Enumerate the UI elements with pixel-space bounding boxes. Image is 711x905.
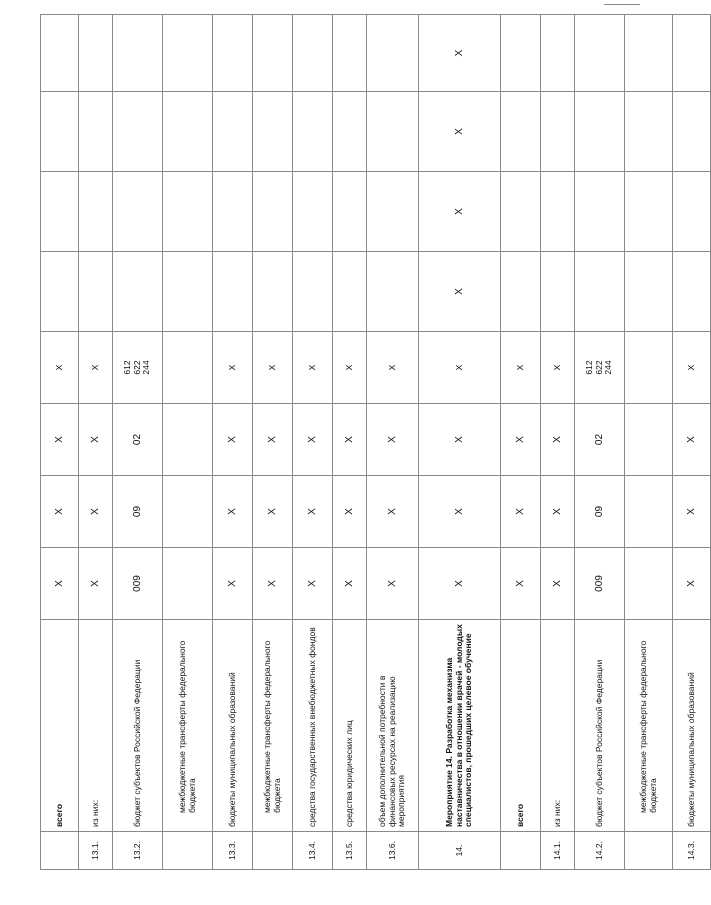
value-cell [333, 15, 367, 92]
row-number: 14.3. [673, 832, 711, 870]
row-label: бюджет субъектов Российской Федерации [575, 620, 625, 832]
value-cell [367, 15, 419, 92]
code-cell: X [79, 476, 113, 548]
value-cell [541, 92, 575, 172]
code-cell: X [333, 404, 367, 476]
table-row [575, 15, 625, 870]
row-label: всего [41, 620, 79, 832]
value-cell [163, 92, 213, 172]
table-row [367, 15, 419, 870]
code-cell: X [673, 404, 711, 476]
code-cell: X [367, 476, 419, 548]
row-label: межбюджетные трансферты федерального бюджета [253, 620, 293, 832]
code-cell: X [333, 332, 367, 404]
value-cell [79, 172, 113, 252]
row-number: 13.5. [333, 832, 367, 870]
code-cell: X [333, 476, 367, 548]
row-label: бюджеты муниципальных образований [213, 620, 253, 832]
code-cell: 02 [113, 404, 163, 476]
value-cell [625, 252, 673, 332]
value-cell [293, 252, 333, 332]
value-cell [673, 172, 711, 252]
code-cell: X [41, 476, 79, 548]
code-cell: X [213, 332, 253, 404]
row-label: из них: [79, 620, 113, 832]
row-number [501, 832, 541, 870]
table-row [625, 15, 673, 870]
value-cell [253, 252, 293, 332]
table-row [501, 15, 541, 870]
code-cell: X [213, 404, 253, 476]
code-cell: 09 [113, 476, 163, 548]
value-cell [333, 92, 367, 172]
value-cell [501, 252, 541, 332]
code-cell: 02 [575, 404, 625, 476]
code-cell: X [41, 332, 79, 404]
code-cell: X [419, 332, 501, 404]
table-row [333, 15, 367, 870]
value-cell [501, 15, 541, 92]
value-cell: X [419, 92, 501, 172]
value-cell [253, 92, 293, 172]
code-cell: X [41, 404, 79, 476]
code-cell: X [367, 548, 419, 620]
code-cell: X [79, 548, 113, 620]
code-cell: X [41, 548, 79, 620]
code-cell: X [79, 404, 113, 476]
code-cell: 009 [575, 548, 625, 620]
value-cell [501, 172, 541, 252]
value-cell [673, 15, 711, 92]
row-label: объем дополнительной потребности в финансовых ресурсах на реализацию мероприятия [367, 620, 419, 832]
value-cell [113, 15, 163, 92]
row-number: 13.6. [367, 832, 419, 870]
value-cell [501, 92, 541, 172]
table-row [293, 15, 333, 870]
row-number: 13.3. [213, 832, 253, 870]
code-cell [625, 548, 673, 620]
rotated-table-wrapper [40, 15, 697, 870]
value-cell [253, 172, 293, 252]
value-cell [113, 252, 163, 332]
row-label: Мероприятие 14. Разработка механизма наставничества в отношении врачей - молодых специалистов, прошедших целевое обучение [419, 620, 501, 832]
code-cell: X [293, 404, 333, 476]
code-cell: X [293, 476, 333, 548]
row-number: 14. [419, 832, 501, 870]
value-cell [333, 172, 367, 252]
row-number [253, 832, 293, 870]
value-cell [213, 92, 253, 172]
row-label: бюджеты муниципальных образований [673, 620, 711, 832]
value-cell [333, 252, 367, 332]
code-cell [163, 476, 213, 548]
value-cell [163, 252, 213, 332]
value-cell [213, 15, 253, 92]
value-cell [625, 92, 673, 172]
value-cell [163, 15, 213, 92]
value-cell [625, 172, 673, 252]
code-cell: X [333, 548, 367, 620]
value-cell [625, 15, 673, 92]
code-cell: X [419, 548, 501, 620]
code-cell: 612 622 244 [113, 332, 163, 404]
value-cell [213, 172, 253, 252]
table-row [41, 15, 79, 870]
code-cell: X [673, 548, 711, 620]
value-cell [41, 15, 79, 92]
row-label: всего [501, 620, 541, 832]
row-number [163, 832, 213, 870]
row-label: средства государственных внебюджетных фондов [293, 620, 333, 832]
value-cell [575, 15, 625, 92]
code-cell: X [419, 404, 501, 476]
row-label: бюджет субъектов Российской Федерации [113, 620, 163, 832]
code-cell [625, 476, 673, 548]
code-cell: 09 [575, 476, 625, 548]
row-number: 14.2. [575, 832, 625, 870]
code-cell: X [541, 476, 575, 548]
row-number [41, 832, 79, 870]
value-cell [575, 252, 625, 332]
table-row [113, 15, 163, 870]
value-cell [253, 15, 293, 92]
value-cell [79, 15, 113, 92]
code-cell: X [419, 476, 501, 548]
code-cell: X [501, 476, 541, 548]
value-cell: X [419, 172, 501, 252]
value-cell [575, 92, 625, 172]
code-cell: X [541, 404, 575, 476]
code-cell [163, 548, 213, 620]
code-cell: 009 [113, 548, 163, 620]
code-cell: X [213, 548, 253, 620]
value-cell [113, 92, 163, 172]
row-label: межбюджетные трансферты федерального бюджета [163, 620, 213, 832]
table-body [41, 15, 711, 870]
value-cell [113, 172, 163, 252]
value-cell [213, 252, 253, 332]
code-cell [625, 404, 673, 476]
value-cell [673, 252, 711, 332]
value-cell [367, 172, 419, 252]
code-cell: X [213, 476, 253, 548]
code-cell [163, 332, 213, 404]
code-cell [625, 332, 673, 404]
value-cell: X [419, 15, 501, 92]
code-cell: X [367, 404, 419, 476]
code-cell: X [253, 332, 293, 404]
value-cell [541, 252, 575, 332]
code-cell: X [673, 332, 711, 404]
row-label: средства юридических лиц [333, 620, 367, 832]
code-cell: X [501, 332, 541, 404]
code-cell: X [541, 548, 575, 620]
value-cell [79, 252, 113, 332]
page-edge-line [604, 4, 640, 5]
value-cell [41, 92, 79, 172]
value-cell [41, 172, 79, 252]
table-row [419, 15, 501, 870]
value-cell [293, 172, 333, 252]
code-cell: X [673, 476, 711, 548]
code-cell: X [367, 332, 419, 404]
value-cell [541, 172, 575, 252]
value-cell [79, 92, 113, 172]
code-cell: X [293, 332, 333, 404]
value-cell [293, 15, 333, 92]
row-label: межбюджетные трансферты федерального бюджета [625, 620, 673, 832]
row-number: 14.1. [541, 832, 575, 870]
table-row [79, 15, 113, 870]
code-cell: X [253, 548, 293, 620]
code-cell: X [79, 332, 113, 404]
table-row [163, 15, 213, 870]
row-number: 13.1. [79, 832, 113, 870]
row-label: из них: [541, 620, 575, 832]
value-cell: X [419, 252, 501, 332]
code-cell: X [501, 404, 541, 476]
value-cell [575, 172, 625, 252]
row-number [625, 832, 673, 870]
code-cell: X [541, 332, 575, 404]
table-row [213, 15, 253, 870]
code-cell: X [501, 548, 541, 620]
value-cell [673, 92, 711, 172]
value-cell [367, 252, 419, 332]
row-number: 13.2. [113, 832, 163, 870]
value-cell [163, 172, 213, 252]
code-cell: X [253, 476, 293, 548]
table-row [253, 15, 293, 870]
table-row [541, 15, 575, 870]
row-number: 13.4. [293, 832, 333, 870]
code-cell [163, 404, 213, 476]
value-cell [293, 92, 333, 172]
value-cell [541, 15, 575, 92]
code-cell: 612 622 244 [575, 332, 625, 404]
budget-table [40, 14, 711, 870]
code-cell: X [253, 404, 293, 476]
value-cell [367, 92, 419, 172]
value-cell [41, 252, 79, 332]
table-row [673, 15, 711, 870]
code-cell: X [293, 548, 333, 620]
